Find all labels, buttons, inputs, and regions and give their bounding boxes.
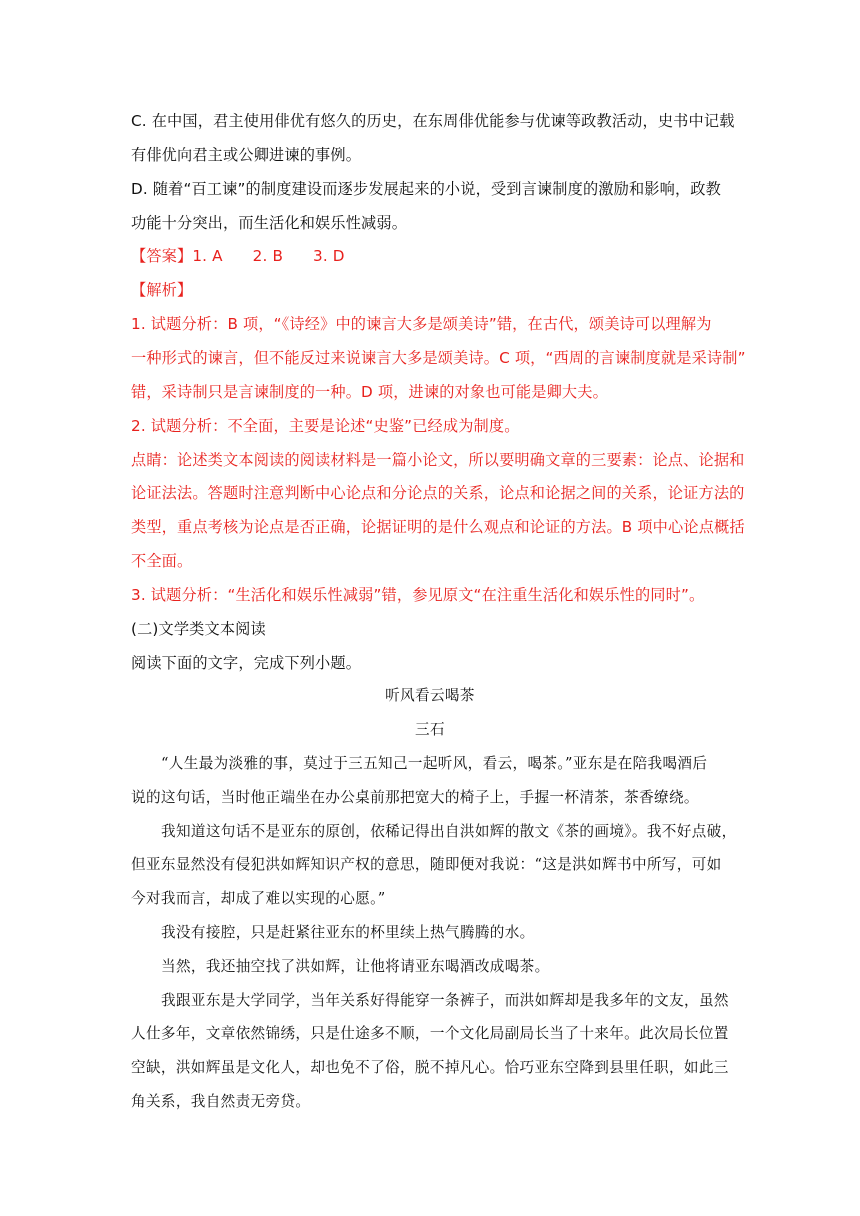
- story-p2-line-3: 今对我而言，却成了难以实现的心愿。”: [131, 890, 386, 907]
- answer-item-2: 2. B: [252, 247, 284, 265]
- analysis-q1-line-3: 错，采诗制只是言谏制度的一种。D 项，进谏的对象也可能是卿大夫。: [131, 383, 608, 401]
- story-p1-line-2: 说的这句话，当时他正端坐在办公桌前那把宽大的椅子上，手握一杯清茶，茶香缭绕。: [131, 789, 699, 806]
- option-c-line-2: 有俳优向君主或公卿进谏的事例。: [131, 146, 362, 164]
- story-title: 听风看云喝茶: [385, 687, 475, 704]
- tip-line-3: 类型，重点考核为论点是否正确，论据证明的是什么观点和论证的方法。B 项中心论点概括: [131, 518, 745, 536]
- answer-label: 【答案】: [131, 247, 193, 265]
- story-p5-line-2: 人仕多年，文章依然锦绣，只是仕途多不顺，一个文化局副局长当了十来年。此次局长位置: [131, 1025, 729, 1042]
- story-p3: 我没有接腔，只是赶紧往亚东的杯里续上热气腾腾的水。: [161, 924, 535, 941]
- section-heading: (二)文学类文本阅读: [131, 620, 266, 638]
- tip-line-2: 论证法法。答题时注意判断中心论点和分论点的关系，论点和论据之间的关系，论证方法的: [131, 484, 745, 502]
- tip-line-4: 不全面。: [131, 552, 193, 570]
- section-instruction: 阅读下面的文字，完成下列小题。: [131, 654, 362, 672]
- analysis-q3: 3. 试题分析：“生活化和娱乐性减弱”错，参见原文“在注重生活化和娱乐性的同时”。: [131, 586, 705, 604]
- option-d-line-1: D. 随着“百工谏”的制度建设而逐步发展起来的小说，受到言谏制度的激励和影响，政教: [131, 180, 721, 198]
- story-p5-line-1: 我跟亚东是大学同学，当年关系好得能穿一条裤子，而洪如辉却是我多年的文友，虽然: [161, 992, 729, 1009]
- answer-line: [131, 246, 345, 266]
- analysis-q1-line-2: 一种形式的谏言，但不能反过来说谏言大多是颂美诗。C 项，“西周的言谏制度就是采诗制”: [131, 349, 746, 367]
- answer-item-1: 1. A: [192, 247, 223, 265]
- analysis-q2: 2. 试题分析：不全面，主要是论述“史鉴”已经成为制度。: [131, 417, 520, 435]
- story-p5-line-3: 空缺，洪如辉虽是文化人，却也免不了俗，脱不掉凡心。恰巧亚东空降到县里任职，如此三: [131, 1059, 729, 1076]
- story-p4: 当然，我还抽空找了洪如辉，让他将请亚东喝酒改成喝茶。: [161, 958, 550, 975]
- analysis-q1-line-1: 1. 试题分析：B 项，“《诗经》中的谏言大多是颂美诗”错，在古代，颂美诗可以理解为: [131, 315, 712, 333]
- story-p2-line-1: 我知道这句话不是亚东的原创，依稀记得出自洪如辉的散文《茶的画境》。我不好点破，: [161, 823, 737, 840]
- tip-line-1: 点睛：论述类文本阅读的阅读材料是一篇小论文，所以要明确文章的三要素：论点、论据和: [131, 451, 745, 469]
- story-author: 三石: [415, 721, 445, 738]
- story-p5-line-4: 角关系，我自然责无旁贷。: [131, 1093, 311, 1110]
- story-p2-line-2: 但亚东显然没有侵犯洪如辉知识产权的意思，随即便对我说：“这是洪如辉书中所写，可如: [131, 856, 722, 873]
- story-p1-line-1: “人生最为淡雅的事，莫过于三五知己一起听风，看云，喝茶。”亚东是在陪我喝酒后: [161, 755, 708, 772]
- option-d-line-2: 功能十分突出，而生活化和娱乐性减弱。: [131, 214, 408, 232]
- option-c-line-1: C. 在中国，君主使用俳优有悠久的历史，在东周俳优能参与优谏等政教活动，史书中记载: [131, 112, 735, 130]
- answer-item-3: 3. D: [313, 247, 345, 265]
- analysis-label: 【解析】: [131, 281, 193, 299]
